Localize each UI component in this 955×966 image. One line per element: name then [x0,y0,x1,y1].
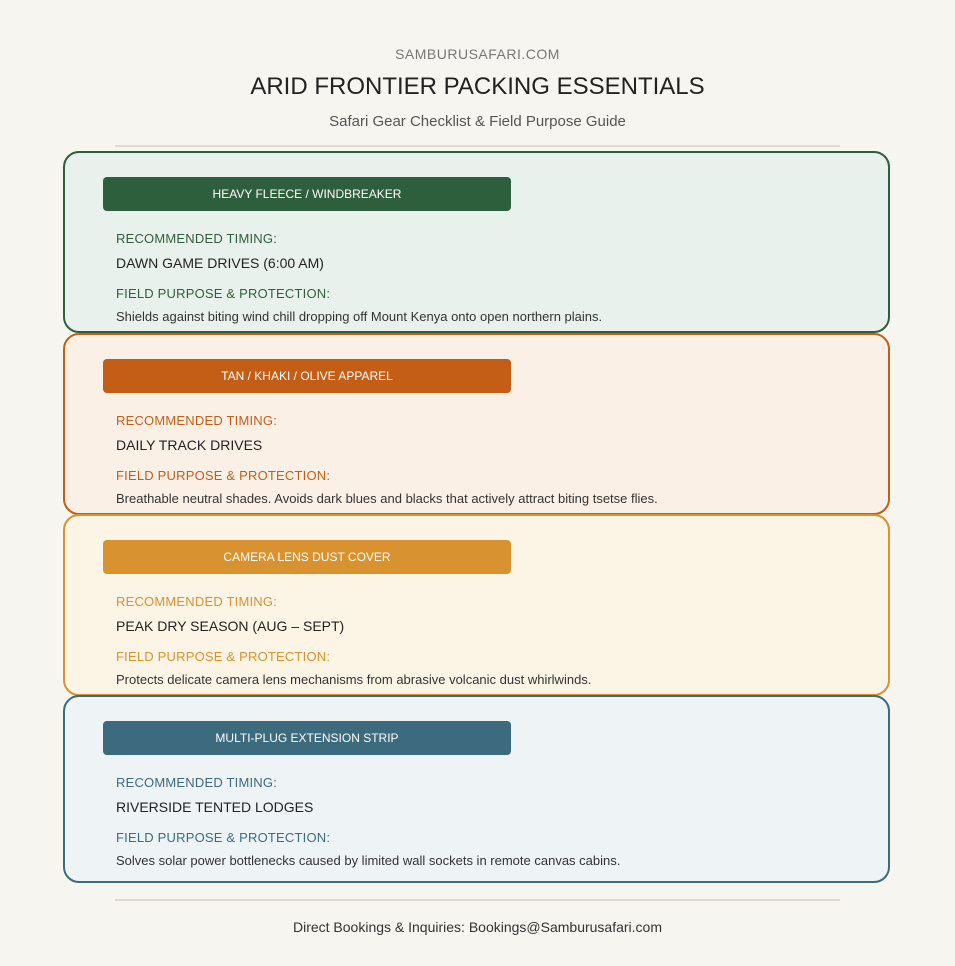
purpose-text: Shields against biting wind chill dropping off Mount Kenya onto open northern plains. [116,309,603,324]
page-title: ARID FRONTIER PACKING ESSENTIALS [250,73,705,100]
timing-value: DAILY TRACK DRIVES [116,437,263,453]
purpose-text: Solves solar power bottlenecks caused by limited wall sockets in remote canvas cabins. [116,853,621,868]
purpose-heading: FIELD PURPOSE & PROTECTION: [116,830,331,845]
purpose-heading: FIELD PURPOSE & PROTECTION: [116,649,331,664]
top-divider [115,145,840,147]
card-label: HEAVY FLEECE / WINDBREAKER [103,177,511,211]
purpose-heading: FIELD PURPOSE & PROTECTION: [116,286,331,301]
purpose-text: Breathable neutral shades. Avoids dark blues and blacks that actively attract biting tsetse flies. [116,491,658,506]
gear-card-fleece [63,151,890,333]
page-subtitle: Safari Gear Checklist & Field Purpose Guide [329,113,626,130]
timing-value: DAWN GAME DRIVES (6:00 AM) [116,255,324,271]
card-label: TAN / KHAKI / OLIVE APPAREL [103,359,511,393]
purpose-text: Protects delicate camera lens mechanisms from abrasive volcanic dust whirlwinds. [116,672,592,687]
purpose-heading: FIELD PURPOSE & PROTECTION: [116,468,331,483]
gear-card-lens-cover [63,514,890,696]
card-label: CAMERA LENS DUST COVER [103,540,511,574]
site-name: SAMBURUSAFARI.COM [395,46,560,62]
timing-value: PEAK DRY SEASON (AUG – SEPT) [116,618,345,634]
timing-heading: RECOMMENDED TIMING: [116,775,278,790]
card-label: MULTI-PLUG EXTENSION STRIP [103,721,511,755]
gear-card-extension-strip [63,695,890,883]
timing-heading: RECOMMENDED TIMING: [116,231,278,246]
timing-value: RIVERSIDE TENTED LODGES [116,799,314,815]
contact-footer: Direct Bookings & Inquiries: Bookings@Samburusafari.com [292,919,663,935]
bottom-divider [115,899,840,901]
timing-heading: RECOMMENDED TIMING: [116,594,278,609]
gear-card-apparel [63,333,890,515]
timing-heading: RECOMMENDED TIMING: [116,413,278,428]
